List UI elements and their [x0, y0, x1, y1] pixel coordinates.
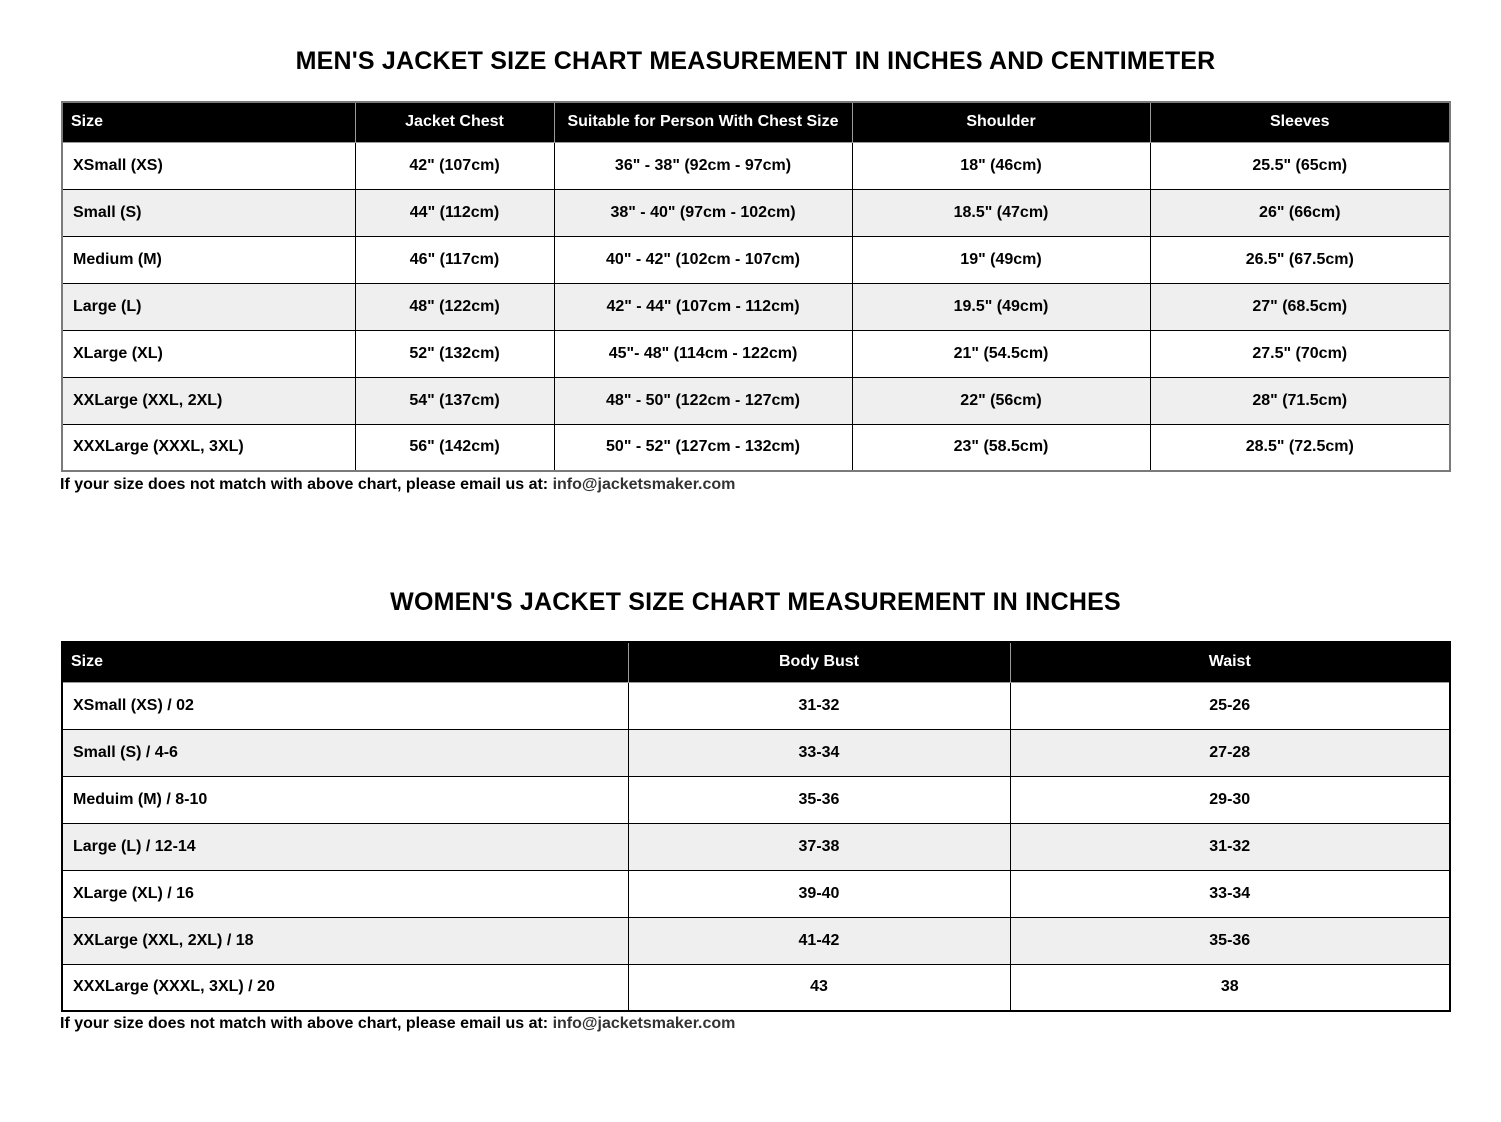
contact-email-link[interactable]: info@jacketsmaker.com	[552, 1015, 736, 1032]
table-cell: 35-36	[1010, 917, 1450, 964]
table-cell: XSmall (XS) / 02	[62, 682, 628, 729]
table-row	[62, 823, 1450, 870]
column-header-sleeves: Sleeves	[1150, 102, 1450, 142]
table-row	[62, 283, 1450, 330]
table-cell: 31-32	[628, 682, 1010, 729]
note-text: If your size does not match with above chart, please email us at:	[60, 1015, 553, 1032]
table-cell: 33-34	[1010, 870, 1450, 917]
women-size-table	[61, 641, 1451, 1012]
table-row	[62, 189, 1450, 236]
table-cell: Medium (M)	[62, 236, 355, 283]
table-cell: Small (S)	[62, 189, 355, 236]
men-size-chart-title: MEN'S JACKET SIZE CHART MEASUREMENT IN INCHES AND CENTIMETER	[295, 47, 1216, 75]
table-row	[62, 142, 1450, 189]
table-cell: XXLarge (XXL, 2XL) / 18	[62, 917, 628, 964]
table-cell: XLarge (XL) / 16	[62, 870, 628, 917]
table-row	[62, 729, 1450, 776]
column-header-shoulder: Shoulder	[852, 102, 1150, 142]
table-cell: XLarge (XL)	[62, 330, 355, 377]
table-row	[62, 682, 1450, 729]
table-cell: XXLarge (XXL, 2XL)	[62, 377, 355, 424]
table-row	[62, 964, 1450, 1011]
table-cell: 25.5" (65cm)	[1150, 142, 1450, 189]
table-cell: 52" (132cm)	[355, 330, 554, 377]
women-size-chart-title: WOMEN'S JACKET SIZE CHART MEASUREMENT IN INCHES	[390, 588, 1121, 616]
table-cell: 28.5" (72.5cm)	[1150, 424, 1450, 471]
column-header-waist: Waist	[1010, 642, 1450, 682]
table-row	[62, 870, 1450, 917]
table-cell: 25-26	[1010, 682, 1450, 729]
column-header-jacket-chest: Jacket Chest	[355, 102, 554, 142]
table-cell: 50" - 52" (127cm - 132cm)	[554, 424, 852, 471]
men-size-table	[61, 101, 1451, 472]
table-cell: 27-28	[1010, 729, 1450, 776]
column-header-person-chest: Suitable for Person With Chest Size	[554, 102, 852, 142]
table-cell: XXXLarge (XXXL, 3XL) / 20	[62, 964, 628, 1011]
table-cell: 54" (137cm)	[355, 377, 554, 424]
column-header-body-bust: Body Bust	[628, 642, 1010, 682]
table-cell: Large (L) / 12-14	[62, 823, 628, 870]
table-cell: 29-30	[1010, 776, 1450, 823]
table-cell: 19" (49cm)	[852, 236, 1150, 283]
table-row	[62, 377, 1450, 424]
contact-email-link[interactable]: info@jacketsmaker.com	[552, 476, 736, 493]
table-header-row	[62, 102, 1450, 142]
table-cell: XXXLarge (XXXL, 3XL)	[62, 424, 355, 471]
table-cell: 42" - 44" (107cm - 112cm)	[554, 283, 852, 330]
size-mismatch-note	[60, 1015, 735, 1033]
table-cell: 44" (112cm)	[355, 189, 554, 236]
table-cell: 18" (46cm)	[852, 142, 1150, 189]
table-cell: Small (S) / 4-6	[62, 729, 628, 776]
table-row	[62, 424, 1450, 471]
table-cell: 46" (117cm)	[355, 236, 554, 283]
table-cell: 27.5" (70cm)	[1150, 330, 1450, 377]
table-cell: 45"- 48" (114cm - 122cm)	[554, 330, 852, 377]
table-cell: 18.5" (47cm)	[852, 189, 1150, 236]
column-header-size: Size	[62, 102, 355, 142]
table-cell: 28" (71.5cm)	[1150, 377, 1450, 424]
table-row	[62, 236, 1450, 283]
table-cell: 40" - 42" (102cm - 107cm)	[554, 236, 852, 283]
table-cell: Large (L)	[62, 283, 355, 330]
table-row	[62, 776, 1450, 823]
table-cell: Meduim (M) / 8-10	[62, 776, 628, 823]
table-cell: 56" (142cm)	[355, 424, 554, 471]
table-cell: XSmall (XS)	[62, 142, 355, 189]
table-cell: 48" - 50" (122cm - 127cm)	[554, 377, 852, 424]
column-header-size: Size	[62, 642, 628, 682]
table-cell: 42" (107cm)	[355, 142, 554, 189]
table-row	[62, 330, 1450, 377]
table-cell: 26" (66cm)	[1150, 189, 1450, 236]
table-cell: 26.5" (67.5cm)	[1150, 236, 1450, 283]
table-cell: 36" - 38" (92cm - 97cm)	[554, 142, 852, 189]
table-cell: 27" (68.5cm)	[1150, 283, 1450, 330]
table-cell: 48" (122cm)	[355, 283, 554, 330]
table-cell: 39-40	[628, 870, 1010, 917]
table-cell: 21" (54.5cm)	[852, 330, 1150, 377]
note-text: If your size does not match with above chart, please email us at:	[60, 476, 553, 493]
size-mismatch-note	[60, 476, 735, 494]
table-header-row	[62, 642, 1450, 682]
table-cell: 37-38	[628, 823, 1010, 870]
table-cell: 22" (56cm)	[852, 377, 1150, 424]
table-cell: 35-36	[628, 776, 1010, 823]
table-cell: 19.5" (49cm)	[852, 283, 1150, 330]
table-cell: 38	[1010, 964, 1450, 1011]
table-cell: 38" - 40" (97cm - 102cm)	[554, 189, 852, 236]
table-cell: 41-42	[628, 917, 1010, 964]
table-row	[62, 917, 1450, 964]
table-cell: 23" (58.5cm)	[852, 424, 1150, 471]
table-cell: 31-32	[1010, 823, 1450, 870]
table-cell: 33-34	[628, 729, 1010, 776]
table-cell: 43	[628, 964, 1010, 1011]
